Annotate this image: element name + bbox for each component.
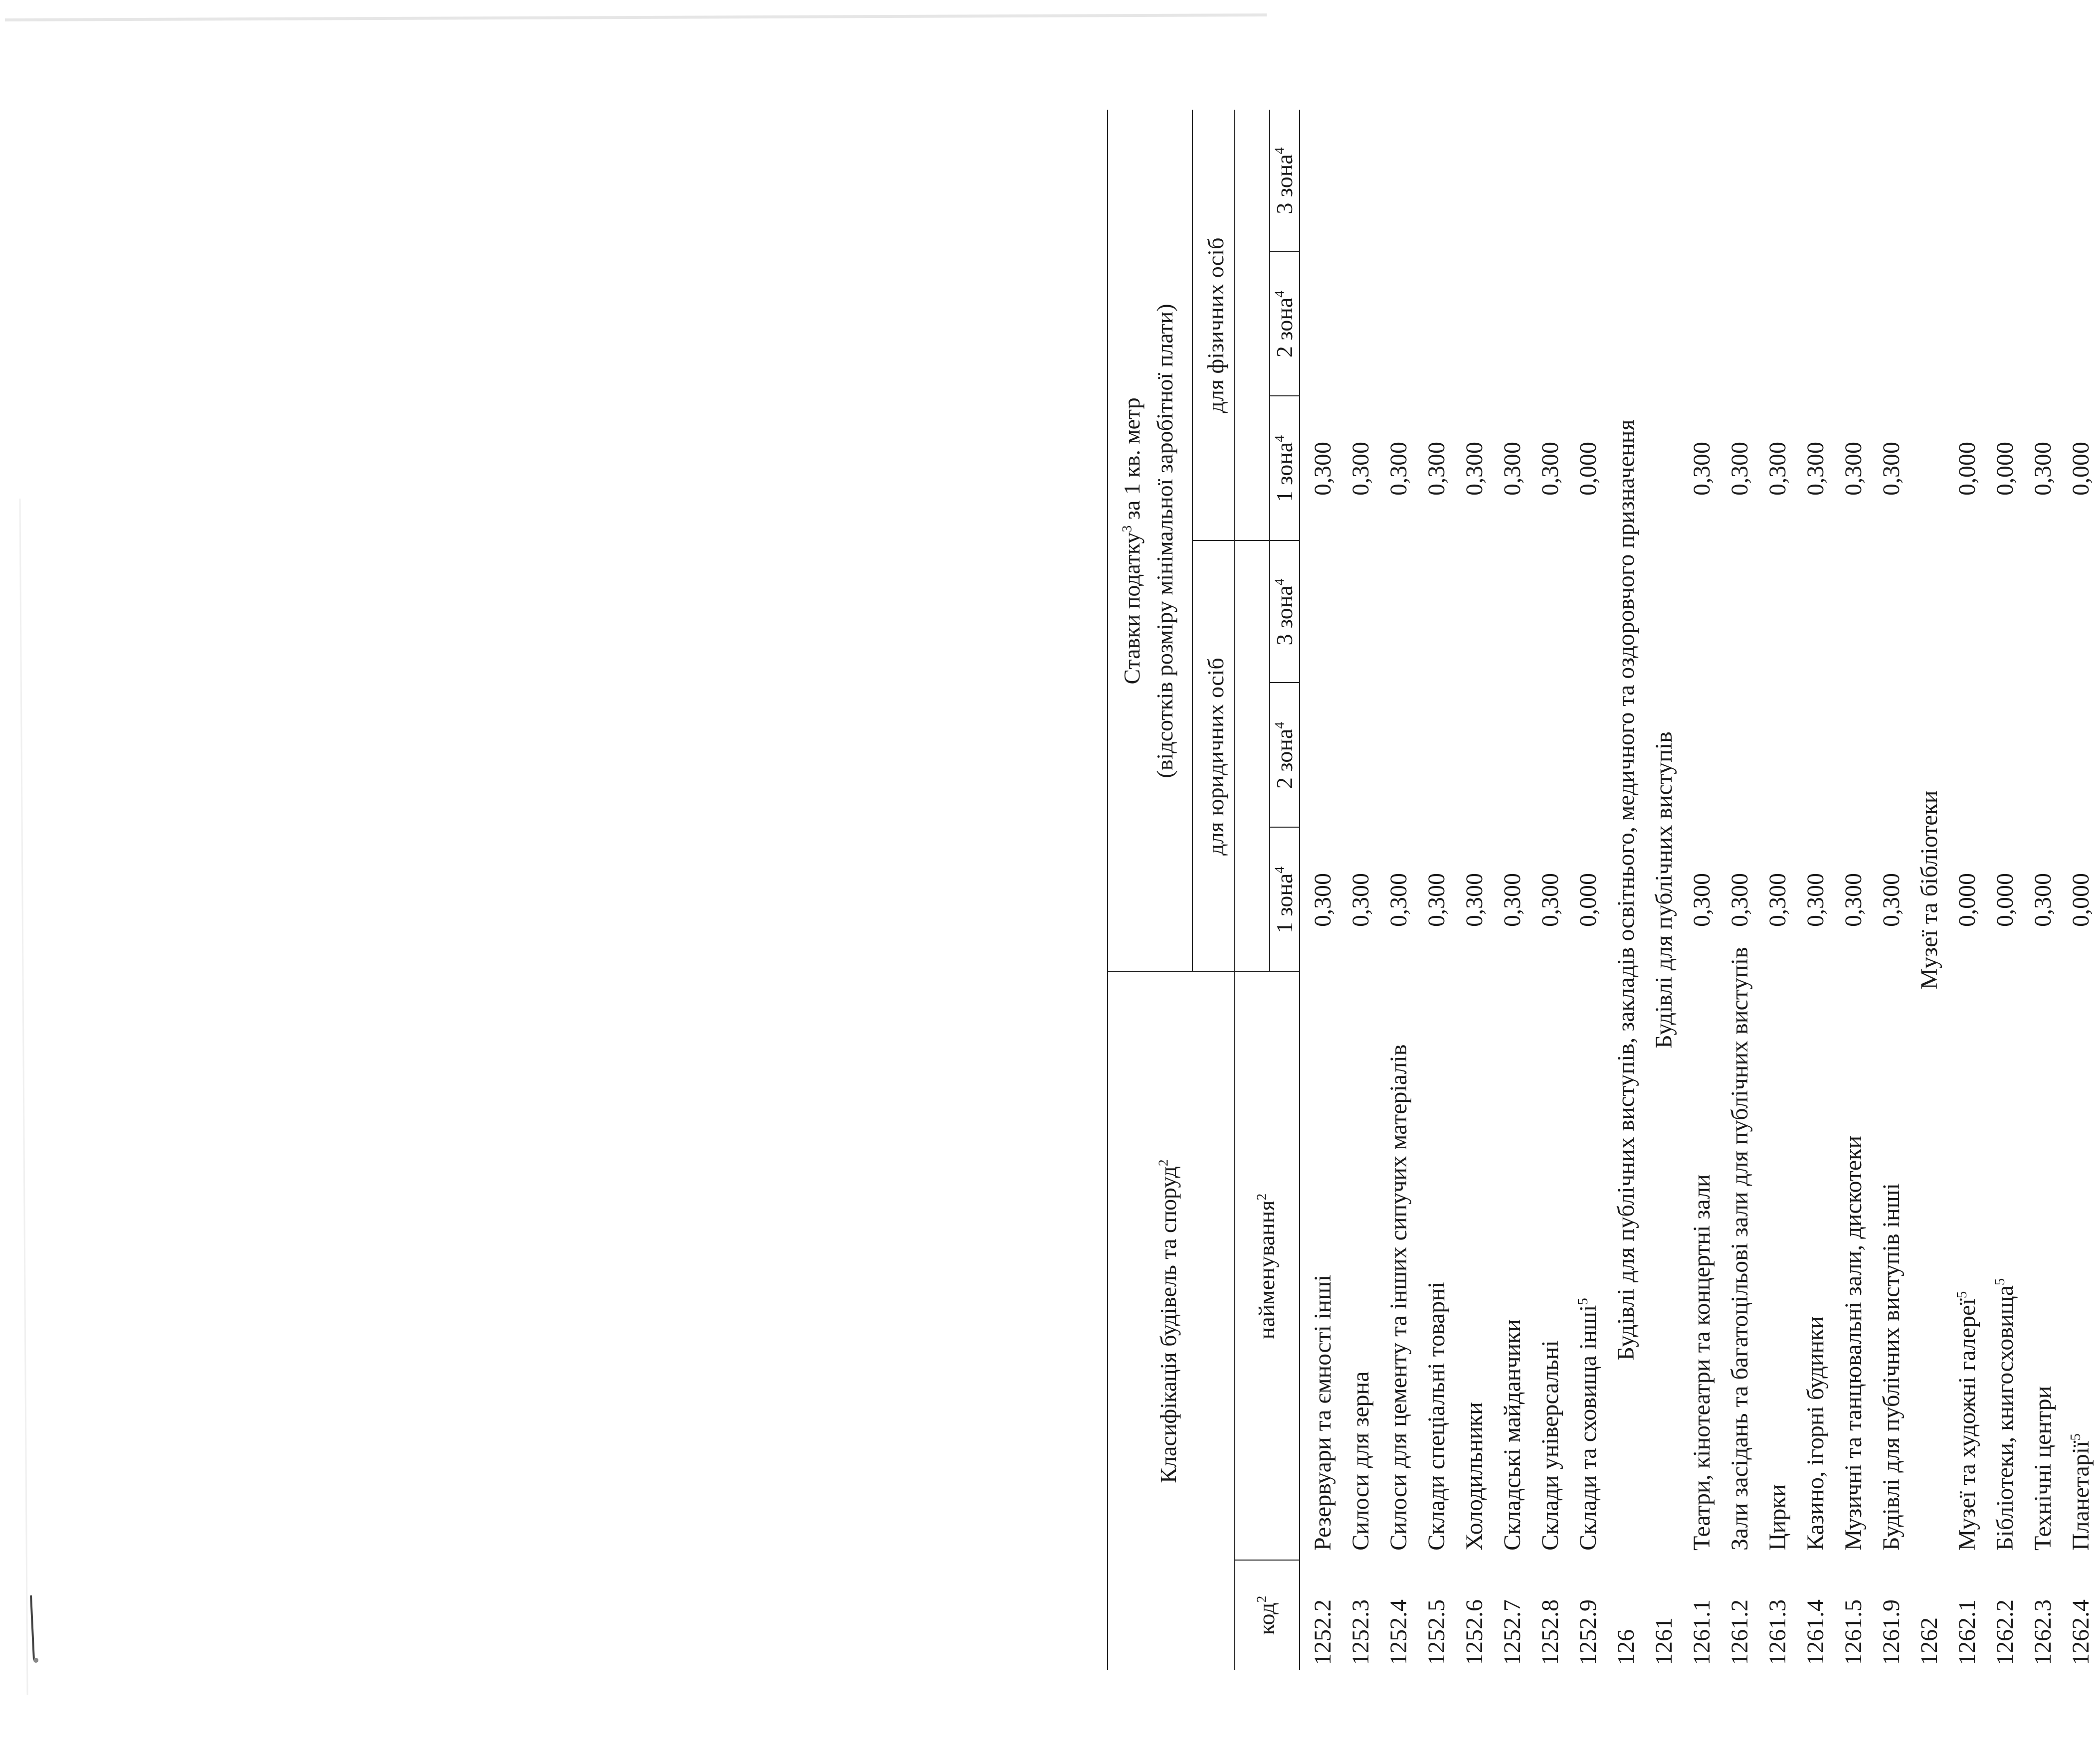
row-name <box>1759 1484 1797 1551</box>
table-row <box>1531 110 1569 1670</box>
section-heading-row <box>1607 110 1645 1670</box>
table-body <box>1304 110 2100 1670</box>
section-title: Будівлі для публічних виступів, закладів освітнього, медичного та оздоровчого призначення <box>1613 419 1639 1361</box>
row-code: 1262.3 <box>2030 1599 2056 1665</box>
row-name-text: Склади універсальні <box>1537 1340 1563 1551</box>
table-row <box>2024 110 2062 1670</box>
row-name-text: Склади спеціальні товарні <box>1423 1281 1450 1551</box>
individual-zone-1-rate: 0,300 <box>2030 442 2056 496</box>
legal-zone-1-rate: 0,300 <box>1802 873 1829 927</box>
classification-header: Класифікація будівель та споруд$^2$ <box>1155 1159 1181 1483</box>
row-code: 1262.1 <box>1954 1599 1980 1665</box>
section-code: 1262 <box>1916 1617 1942 1665</box>
legal-zone-1-rate: 0,300 <box>1764 873 1791 927</box>
table-row <box>2062 110 2100 1670</box>
legal-zone-1-rate: 0,300 <box>1840 873 1867 927</box>
table-row <box>1380 110 1418 1670</box>
individual-zone-1-rate: 0,300 <box>1537 442 1563 496</box>
rates-subheader: (відсотків розміру мінімальної заробітної плати) <box>1152 304 1177 778</box>
table-row <box>1948 110 1986 1670</box>
row-name-text: Резервуари та ємності інші <box>1310 1274 1336 1551</box>
table-row <box>1494 110 1531 1670</box>
individual-zone-1-rate: 0,300 <box>1878 442 1905 496</box>
section-code: 126 <box>1613 1629 1639 1665</box>
row-code: 1261.1 <box>1689 1599 1715 1665</box>
table-top-border <box>1107 110 1108 1670</box>
legal-zone-1-rate: 0,300 <box>1537 873 1563 927</box>
header-divider <box>1234 110 1235 1670</box>
row-name-text: Музичні та танцювальні зали, дискотеки <box>1840 1135 1867 1551</box>
table-row <box>1986 110 2024 1670</box>
row-name <box>1948 1291 1986 1551</box>
code-header: код$^2$ <box>1253 1595 1279 1635</box>
row-name <box>1531 1340 1569 1551</box>
table-row <box>1683 110 1721 1670</box>
legal-zone-1-rate: 0,300 <box>1461 873 1488 927</box>
row-code: 1252.5 <box>1423 1599 1450 1665</box>
row-name-text: Музеї та художні галереї <box>1954 1298 1980 1551</box>
name-header: найменування$^2$ <box>1253 1193 1279 1340</box>
table-row <box>1569 110 1607 1670</box>
row-name-text: Планетарії <box>2068 1440 2094 1551</box>
legal-zone-1-rate: 0,000 <box>1575 873 1601 927</box>
legal-zone-1-rate: 0,300 <box>1347 873 1374 927</box>
rates-header-divider <box>1192 110 1193 972</box>
row-name <box>1304 1275 1342 1551</box>
legal-zone-1-rate: 0,300 <box>1310 873 1336 927</box>
row-name <box>1797 1316 1835 1551</box>
individual-zone-1-rate: 0,000 <box>1575 442 1601 496</box>
legal-zone-1-rate: 0,300 <box>1726 873 1753 927</box>
row-name-text: Зали засідань та багатоцільові зали для публічних виступів <box>1726 947 1753 1551</box>
row-name-text: Силоси для зерна <box>1347 1371 1374 1551</box>
row-code: 1261.9 <box>1878 1599 1905 1665</box>
row-name <box>1342 1371 1380 1551</box>
row-code: 1252.3 <box>1347 1599 1374 1665</box>
row-footnote-mark: 5 <box>2068 1433 2084 1441</box>
legal-zone-3-header: 3 зона$^4$ <box>1271 578 1297 646</box>
row-name-text: Бібліотеки, книгосховища <box>1992 1285 2018 1551</box>
individual-zone-1-rate: 0,300 <box>1499 442 1526 496</box>
individuals-header: для фізичних осіб <box>1203 237 1228 413</box>
row-footnote-mark: 5 <box>1992 1278 2008 1286</box>
table-row <box>1759 110 1797 1670</box>
table-row <box>1304 110 1342 1670</box>
row-name-text: Холодильники <box>1461 1402 1488 1551</box>
table-row <box>1418 110 1456 1670</box>
individual-zone-3-header: 3 зона$^4$ <box>1271 147 1297 214</box>
table-row <box>1342 110 1380 1670</box>
row-footnote-mark: 5 <box>1954 1291 1970 1299</box>
individual-zone-1-rate: 0,300 <box>1764 442 1791 496</box>
individual-zone-1-rate: 0,300 <box>1347 442 1374 496</box>
row-name-text: Казино, ігорні будинки <box>1802 1316 1829 1551</box>
row-name <box>1986 1278 2024 1551</box>
individual-zone-1-rate: 0,300 <box>1840 442 1867 496</box>
row-name <box>2024 1386 2062 1551</box>
individual-zone-1-rate: 0,300 <box>1689 442 1715 496</box>
legal-zone-1-rate: 0,300 <box>1385 873 1412 927</box>
individual-zone-1-rate: 0,300 <box>1385 442 1412 496</box>
table-row <box>1873 110 1910 1670</box>
tax-rate-table <box>1107 110 2094 1670</box>
legal-zone-1-rate: 0,300 <box>1689 873 1715 927</box>
row-name-text: Складські майданчики <box>1499 1319 1526 1551</box>
row-footnote-mark: 5 <box>1575 1298 1591 1305</box>
legal-zone-1-rate: 0,300 <box>2030 873 2056 927</box>
row-code: 1252.2 <box>1310 1599 1336 1665</box>
table-row <box>1835 110 1873 1670</box>
row-code: 1252.8 <box>1537 1599 1563 1665</box>
row-name <box>1418 1282 1456 1551</box>
legal-zone-1-rate: 0,000 <box>1954 873 1980 927</box>
row-name <box>1835 1136 1873 1551</box>
individual-zone-1-header: 1 зона$^4$ <box>1271 435 1297 503</box>
row-code: 1261.2 <box>1726 1599 1753 1665</box>
legal-zone-2-header: 2 зона$^4$ <box>1271 721 1297 789</box>
legal-entities-header: для юридичних осіб <box>1203 658 1228 856</box>
row-name-text: Склади та сховища інші <box>1575 1305 1601 1551</box>
rotated-table-page <box>1107 110 2094 1670</box>
row-code: 1262.4 <box>2068 1599 2094 1665</box>
row-name-text: Цирки <box>1764 1484 1791 1551</box>
row-name-text: Технічні центри <box>2030 1386 2056 1551</box>
rates-header: Ставки податку$^3$ за 1 кв. метр <box>1119 397 1145 685</box>
individual-zone-1-rate: 0,300 <box>1423 442 1450 496</box>
table-row <box>1721 110 1759 1670</box>
row-name-text: Театри, кінотеатри та концертні зали <box>1689 1174 1715 1551</box>
legal-zone-1-rate: 0,300 <box>1878 873 1905 927</box>
section-heading-row <box>1645 110 1683 1670</box>
section-code: 1261 <box>1651 1617 1677 1665</box>
legal-zone-1-header: 1 зона$^4$ <box>1271 866 1297 934</box>
individual-zone-1-rate: 0,300 <box>1802 442 1829 496</box>
row-name-text: Силоси для цементу та інших сипучих матеріалів <box>1385 1044 1412 1551</box>
individual-zone-1-rate: 0,300 <box>1461 442 1488 496</box>
table-row <box>1456 110 1494 1670</box>
row-name <box>1456 1402 1494 1551</box>
header-bottom-border <box>1299 110 1300 1670</box>
row-name <box>2062 1433 2100 1551</box>
legal-zone-1-rate: 0,000 <box>1992 873 2018 927</box>
individual-zone-1-rate: 0,000 <box>1992 442 2018 496</box>
row-name <box>1494 1319 1531 1551</box>
row-name-text: Будівлі для публічних виступів інші <box>1878 1183 1905 1551</box>
row-code: 1252.9 <box>1575 1599 1601 1665</box>
row-code: 1252.4 <box>1385 1599 1412 1665</box>
table-row <box>1797 110 1835 1670</box>
individual-zone-1-rate: 0,300 <box>1726 442 1753 496</box>
legal-zone-1-rate: 0,300 <box>1423 873 1450 927</box>
row-name <box>1569 1298 1607 1551</box>
individual-zone-2-header: 2 зона$^4$ <box>1271 290 1297 358</box>
row-code: 1261.4 <box>1802 1599 1829 1665</box>
individual-zone-1-rate: 0,000 <box>2068 442 2094 496</box>
legal-zone-1-rate: 0,000 <box>2068 873 2094 927</box>
section-title: Музеї та бібліотеки <box>1916 790 1942 990</box>
row-code: 1252.7 <box>1499 1599 1526 1665</box>
row-code: 1261.3 <box>1764 1599 1791 1665</box>
row-name <box>1721 947 1759 1551</box>
individual-zone-1-rate: 0,000 <box>1954 442 1980 496</box>
row-name <box>1873 1183 1910 1551</box>
row-code: 1252.6 <box>1461 1599 1488 1665</box>
row-code: 1262.2 <box>1992 1599 2018 1665</box>
zone-header-divider <box>1269 110 1270 972</box>
legal-zone-1-rate: 0,300 <box>1499 873 1526 927</box>
row-name <box>1380 1045 1418 1551</box>
section-heading-row <box>1910 110 1948 1670</box>
row-code: 1261.5 <box>1840 1599 1867 1665</box>
section-title: Будівлі для публічних виступів <box>1651 731 1677 1049</box>
row-name <box>1683 1174 1721 1551</box>
individual-zone-1-rate: 0,300 <box>1310 442 1336 496</box>
